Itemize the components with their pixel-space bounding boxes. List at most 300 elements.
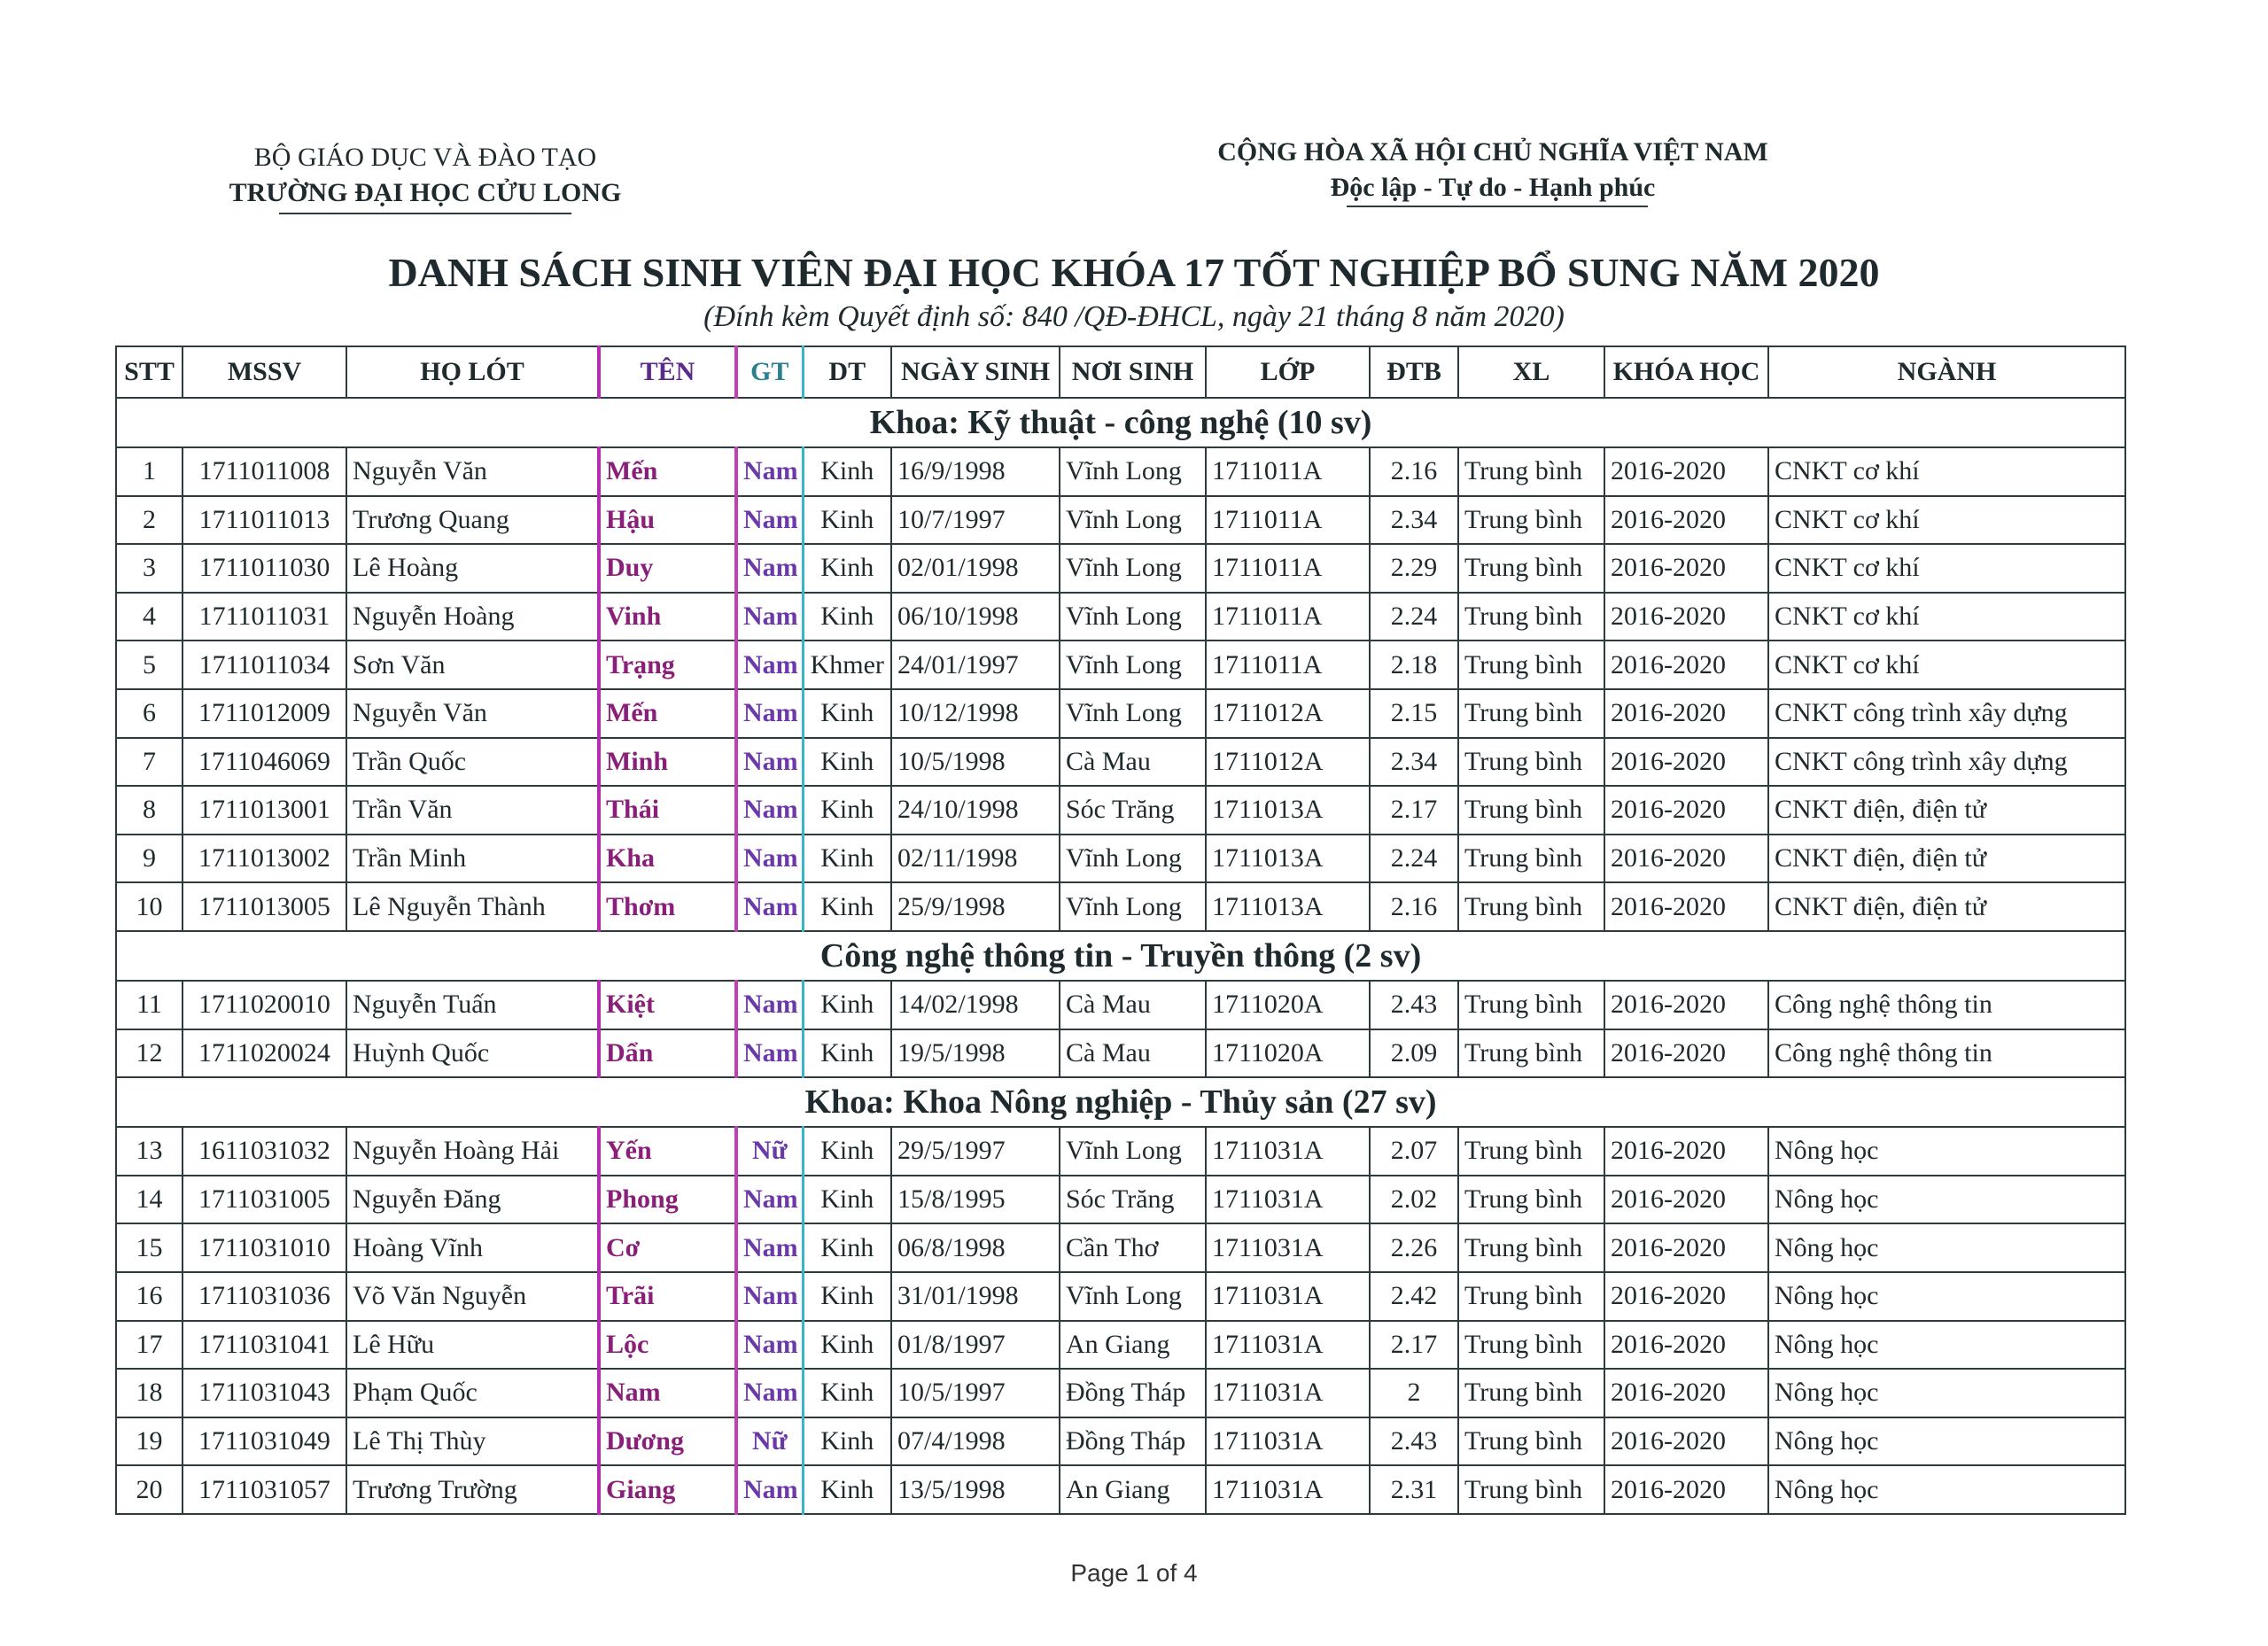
table-row <box>116 1176 2125 1224</box>
cell-lop: 1711031A <box>1206 1176 1370 1224</box>
cell-dtb: 2.18 <box>1370 641 1458 689</box>
cell-khoahoc: 2016-2020 <box>1604 641 1768 689</box>
cell-stt: 13 <box>116 1127 183 1176</box>
cell-gt: Nữ <box>736 1127 803 1176</box>
col-header-lop: LỚP <box>1206 346 1370 398</box>
cell-khoahoc: 2016-2020 <box>1604 1127 1768 1176</box>
cell-ngaysinh: 02/01/1998 <box>891 544 1060 593</box>
cell-dtb: 2.29 <box>1370 544 1458 593</box>
cell-holot: Trương Trường <box>346 1465 599 1514</box>
cell-dtb: 2.15 <box>1370 689 1458 738</box>
cell-ngaysinh: 29/5/1997 <box>891 1127 1060 1176</box>
cell-mssv: 1711011031 <box>183 593 346 641</box>
cell-khoahoc: 2016-2020 <box>1604 1321 1768 1370</box>
cell-khoahoc: 2016-2020 <box>1604 882 1768 931</box>
cell-dt: Kinh <box>803 1223 891 1272</box>
cell-nganh: Công nghệ thông tin <box>1768 981 2125 1029</box>
cell-lop: 1711012A <box>1206 738 1370 787</box>
table-row <box>116 1127 2125 1176</box>
cell-khoahoc: 2016-2020 <box>1604 1029 1768 1078</box>
cell-gt: Nam <box>736 835 803 883</box>
cell-dt: Kinh <box>803 1417 891 1466</box>
cell-xl: Trung bình <box>1458 1417 1604 1466</box>
cell-noisinh: Vĩnh Long <box>1060 1272 1206 1321</box>
cell-nganh: CNKT điện, điện tử <box>1768 786 2125 835</box>
cell-lop: 1711031A <box>1206 1417 1370 1466</box>
cell-noisinh: Cà Mau <box>1060 1029 1206 1078</box>
cell-lop: 1711013A <box>1206 882 1370 931</box>
table-row <box>116 1272 2125 1321</box>
section-title: Khoa: Kỹ thuật - công nghệ (10 sv) <box>116 398 2125 447</box>
table-row <box>116 593 2125 641</box>
cell-xl: Trung bình <box>1458 1321 1604 1370</box>
cell-dtb: 2.26 <box>1370 1223 1458 1272</box>
cell-nganh: CNKT điện, điện tử <box>1768 835 2125 883</box>
cell-gt: Nam <box>736 544 803 593</box>
cell-khoahoc: 2016-2020 <box>1604 1417 1768 1466</box>
cell-dtb: 2.16 <box>1370 882 1458 931</box>
cell-gt: Nam <box>736 1223 803 1272</box>
section-title: Công nghệ thông tin - Truyền thông (2 sv) <box>116 931 2125 981</box>
cell-xl: Trung bình <box>1458 1272 1604 1321</box>
col-header-dtb: ĐTB <box>1370 346 1458 398</box>
cell-stt: 2 <box>116 496 183 545</box>
cell-lop: 1711031A <box>1206 1369 1370 1417</box>
cell-dt: Kinh <box>803 1369 891 1417</box>
cell-nganh: CNKT cơ khí <box>1768 641 2125 689</box>
cell-noisinh: Cà Mau <box>1060 981 1206 1029</box>
cell-ngaysinh: 13/5/1998 <box>891 1465 1060 1514</box>
cell-noisinh: Vĩnh Long <box>1060 1127 1206 1176</box>
cell-ten: Phong <box>599 1176 736 1224</box>
cell-dt: Kinh <box>803 1127 891 1176</box>
cell-dtb: 2.34 <box>1370 738 1458 787</box>
cell-dt: Kinh <box>803 447 891 496</box>
cell-holot: Lê Hoàng <box>346 544 599 593</box>
table-row <box>116 835 2125 883</box>
cell-stt: 10 <box>116 882 183 931</box>
cell-dt: Kinh <box>803 1465 891 1514</box>
cell-gt: Nữ <box>736 1417 803 1466</box>
cell-lop: 1711031A <box>1206 1321 1370 1370</box>
col-header-xl: XL <box>1458 346 1604 398</box>
cell-nganh: Nông học <box>1768 1369 2125 1417</box>
cell-gt: Nam <box>736 981 803 1029</box>
cell-noisinh: Vĩnh Long <box>1060 641 1206 689</box>
cell-xl: Trung bình <box>1458 786 1604 835</box>
table-row <box>116 738 2125 787</box>
cell-lop: 1711031A <box>1206 1272 1370 1321</box>
cell-holot: Nguyễn Tuấn <box>346 981 599 1029</box>
col-header-stt: STT <box>116 346 183 398</box>
cell-khoahoc: 2016-2020 <box>1604 1272 1768 1321</box>
table-row <box>116 1417 2125 1466</box>
cell-ngaysinh: 24/10/1998 <box>891 786 1060 835</box>
cell-noisinh: Đồng Tháp <box>1060 1417 1206 1466</box>
cell-dt: Khmer <box>803 641 891 689</box>
cell-ten: Trãi <box>599 1272 736 1321</box>
cell-dtb: 2.02 <box>1370 1176 1458 1224</box>
cell-mssv: 1711011034 <box>183 641 346 689</box>
cell-ten: Giang <box>599 1465 736 1514</box>
cell-khoahoc: 2016-2020 <box>1604 447 1768 496</box>
cell-noisinh: Cần Thơ <box>1060 1223 1206 1272</box>
cell-dtb: 2.43 <box>1370 1417 1458 1466</box>
cell-gt: Nam <box>736 1029 803 1078</box>
cell-dt: Kinh <box>803 835 891 883</box>
cell-xl: Trung bình <box>1458 641 1604 689</box>
cell-dtb: 2.09 <box>1370 1029 1458 1078</box>
cell-dtb: 2.24 <box>1370 835 1458 883</box>
cell-nganh: CNKT cơ khí <box>1768 496 2125 545</box>
cell-holot: Lê Nguyễn Thành <box>346 882 599 931</box>
cell-gt: Nam <box>736 496 803 545</box>
cell-khoahoc: 2016-2020 <box>1604 593 1768 641</box>
document-title: DANH SÁCH SINH VIÊN ĐẠI HỌC KHÓA 17 TỐT NGHIỆP BỔ SUNG NĂM 2020 <box>388 250 1880 295</box>
col-header-holot: HỌ LÓT <box>346 346 599 398</box>
cell-noisinh: Sóc Trăng <box>1060 1176 1206 1224</box>
cell-xl: Trung bình <box>1458 447 1604 496</box>
cell-gt: Nam <box>736 1465 803 1514</box>
cell-holot: Trần Quốc <box>346 738 599 787</box>
cell-khoahoc: 2016-2020 <box>1604 1176 1768 1224</box>
cell-stt: 20 <box>116 1465 183 1514</box>
cell-stt: 15 <box>116 1223 183 1272</box>
cell-stt: 17 <box>116 1321 183 1370</box>
cell-mssv: 1711011008 <box>183 447 346 496</box>
cell-holot: Nguyễn Đăng <box>346 1176 599 1224</box>
cell-mssv: 1711011030 <box>183 544 346 593</box>
cell-xl: Trung bình <box>1458 1176 1604 1224</box>
cell-holot: Trương Quang <box>346 496 599 545</box>
cell-holot: Huỳnh Quốc <box>346 1029 599 1078</box>
cell-mssv: 1711031057 <box>183 1465 346 1514</box>
cell-ngaysinh: 01/8/1997 <box>891 1321 1060 1370</box>
cell-noisinh: Vĩnh Long <box>1060 593 1206 641</box>
cell-gt: Nam <box>736 1369 803 1417</box>
cell-lop: 1711011A <box>1206 447 1370 496</box>
graduate-table <box>115 346 2126 1515</box>
cell-lop: 1711013A <box>1206 835 1370 883</box>
cell-xl: Trung bình <box>1458 1029 1604 1078</box>
cell-lop: 1711031A <box>1206 1465 1370 1514</box>
cell-noisinh: Vĩnh Long <box>1060 496 1206 545</box>
cell-gt: Nam <box>736 1321 803 1370</box>
cell-dtb: 2.43 <box>1370 981 1458 1029</box>
cell-dt: Kinh <box>803 1272 891 1321</box>
cell-khoahoc: 2016-2020 <box>1604 689 1768 738</box>
cell-dt: Kinh <box>803 544 891 593</box>
cell-ngaysinh: 24/01/1997 <box>891 641 1060 689</box>
cell-dt: Kinh <box>803 1321 891 1370</box>
col-header-nganh: NGÀNH <box>1768 346 2125 398</box>
cell-ten: Yến <box>599 1127 736 1176</box>
cell-ngaysinh: 06/8/1998 <box>891 1223 1060 1272</box>
cell-holot: Phạm Quốc <box>346 1369 599 1417</box>
cell-gt: Nam <box>736 786 803 835</box>
cell-nganh: CNKT công trình xây dựng <box>1768 738 2125 787</box>
cell-nganh: Nông học <box>1768 1321 2125 1370</box>
cell-nganh: Nông học <box>1768 1176 2125 1224</box>
cell-stt: 4 <box>116 593 183 641</box>
republic-header <box>1200 135 1785 206</box>
section-title: Khoa: Khoa Nông nghiệp - Thủy sản (27 sv) <box>116 1077 2125 1127</box>
cell-dt: Kinh <box>803 738 891 787</box>
cell-ngaysinh: 19/5/1998 <box>891 1029 1060 1078</box>
cell-xl: Trung bình <box>1458 1465 1604 1514</box>
cell-gt: Nam <box>736 1272 803 1321</box>
cell-xl: Trung bình <box>1458 835 1604 883</box>
cell-gt: Nam <box>736 1176 803 1224</box>
cell-noisinh: Đồng Tháp <box>1060 1369 1206 1417</box>
table-row <box>116 1369 2125 1417</box>
cell-lop: 1711011A <box>1206 496 1370 545</box>
cell-dt: Kinh <box>803 1029 891 1078</box>
cell-ten: Thơm <box>599 882 736 931</box>
cell-khoahoc: 2016-2020 <box>1604 1223 1768 1272</box>
cell-ten: Kha <box>599 835 736 883</box>
cell-ten: Vinh <box>599 593 736 641</box>
cell-lop: 1711012A <box>1206 689 1370 738</box>
cell-ten: Cơ <box>599 1223 736 1272</box>
cell-ten: Dương <box>599 1417 736 1466</box>
cell-holot: Nguyễn Hoàng <box>346 593 599 641</box>
cell-mssv: 1711046069 <box>183 738 346 787</box>
cell-stt: 12 <box>116 1029 183 1078</box>
header-right-underline <box>1347 206 1648 207</box>
cell-mssv: 1711013005 <box>183 882 346 931</box>
university-name: TRƯỜNG ĐẠI HỌC CỬU LONG <box>229 178 622 207</box>
cell-holot: Lê Thị Thùy <box>346 1417 599 1466</box>
cell-nganh: Công nghệ thông tin <box>1768 1029 2125 1078</box>
cell-ten: Thái <box>599 786 736 835</box>
cell-ngaysinh: 06/10/1998 <box>891 593 1060 641</box>
cell-stt: 5 <box>116 641 183 689</box>
cell-ten: Duy <box>599 544 736 593</box>
table-row <box>116 447 2125 496</box>
cell-holot: Lê Hữu <box>346 1321 599 1370</box>
cell-lop: 1711011A <box>1206 641 1370 689</box>
table-row <box>116 1465 2125 1514</box>
cell-stt: 19 <box>116 1417 183 1466</box>
table-row <box>116 1321 2125 1370</box>
header-left-underline <box>279 213 571 214</box>
table-row <box>116 641 2125 689</box>
cell-holot: Hoàng Vĩnh <box>346 1223 599 1272</box>
cell-nganh: Nông học <box>1768 1465 2125 1514</box>
cell-nganh: CNKT cơ khí <box>1768 447 2125 496</box>
cell-ngaysinh: 10/5/1997 <box>891 1369 1060 1417</box>
cell-ngaysinh: 16/9/1998 <box>891 447 1060 496</box>
cell-mssv: 1711031049 <box>183 1417 346 1466</box>
cell-stt: 11 <box>116 981 183 1029</box>
cell-xl: Trung bình <box>1458 496 1604 545</box>
cell-noisinh: Vĩnh Long <box>1060 447 1206 496</box>
cell-gt: Nam <box>736 593 803 641</box>
col-header-ngaysinh: NGÀY SINH <box>891 346 1060 398</box>
col-header-noisinh: NƠI SINH <box>1060 346 1206 398</box>
col-header-ten: TÊN <box>599 346 736 398</box>
table-row <box>116 786 2125 835</box>
cell-dtb: 2.16 <box>1370 447 1458 496</box>
cell-lop: 1711011A <box>1206 593 1370 641</box>
cell-mssv: 1711031010 <box>183 1223 346 1272</box>
cell-noisinh: Vĩnh Long <box>1060 689 1206 738</box>
cell-khoahoc: 2016-2020 <box>1604 981 1768 1029</box>
cell-nganh: CNKT cơ khí <box>1768 593 2125 641</box>
cell-dt: Kinh <box>803 496 891 545</box>
cell-ten: Kiệt <box>599 981 736 1029</box>
cell-xl: Trung bình <box>1458 544 1604 593</box>
cell-gt: Nam <box>736 738 803 787</box>
table-row <box>116 496 2125 545</box>
cell-khoahoc: 2016-2020 <box>1604 1369 1768 1417</box>
cell-stt: 6 <box>116 689 183 738</box>
ministry-header <box>199 140 651 211</box>
cell-ngaysinh: 10/5/1998 <box>891 738 1060 787</box>
cell-khoahoc: 2016-2020 <box>1604 786 1768 835</box>
table-row <box>116 882 2125 931</box>
cell-lop: 1711013A <box>1206 786 1370 835</box>
cell-nganh: CNKT công trình xây dựng <box>1768 689 2125 738</box>
cell-nganh: CNKT cơ khí <box>1768 544 2125 593</box>
cell-dt: Kinh <box>803 786 891 835</box>
cell-xl: Trung bình <box>1458 689 1604 738</box>
republic-name: CỘNG HÒA XÃ HỘI CHỦ NGHĨA VIỆT NAM <box>1217 137 1768 167</box>
cell-ten: Minh <box>599 738 736 787</box>
cell-ngaysinh: 25/9/1998 <box>891 882 1060 931</box>
cell-dtb: 2.17 <box>1370 786 1458 835</box>
cell-gt: Nam <box>736 447 803 496</box>
cell-dt: Kinh <box>803 1176 891 1224</box>
cell-xl: Trung bình <box>1458 1223 1604 1272</box>
cell-dtb: 2 <box>1370 1369 1458 1417</box>
table-body <box>116 398 2125 1514</box>
table-row <box>116 981 2125 1029</box>
cell-lop: 1711031A <box>1206 1127 1370 1176</box>
cell-khoahoc: 2016-2020 <box>1604 544 1768 593</box>
cell-dtb: 2.42 <box>1370 1272 1458 1321</box>
table-row <box>116 689 2125 738</box>
cell-ngaysinh: 10/12/1998 <box>891 689 1060 738</box>
cell-ngaysinh: 15/8/1995 <box>891 1176 1060 1224</box>
col-header-khoahoc: KHÓA HỌC <box>1604 346 1768 398</box>
cell-xl: Trung bình <box>1458 738 1604 787</box>
cell-holot: Trần Văn <box>346 786 599 835</box>
cell-xl: Trung bình <box>1458 593 1604 641</box>
table-row <box>116 544 2125 593</box>
cell-holot: Nguyễn Hoàng Hải <box>346 1127 599 1176</box>
section-header-row <box>116 931 2125 981</box>
cell-dt: Kinh <box>803 981 891 1029</box>
cell-ten: Hậu <box>599 496 736 545</box>
cell-stt: 14 <box>116 1176 183 1224</box>
cell-ngaysinh: 31/01/1998 <box>891 1272 1060 1321</box>
cell-ngaysinh: 07/4/1998 <box>891 1417 1060 1466</box>
cell-ngaysinh: 02/11/1998 <box>891 835 1060 883</box>
cell-mssv: 1711031043 <box>183 1369 346 1417</box>
cell-dtb: 2.17 <box>1370 1321 1458 1370</box>
cell-stt: 1 <box>116 447 183 496</box>
cell-khoahoc: 2016-2020 <box>1604 496 1768 545</box>
cell-ten: Lộc <box>599 1321 736 1370</box>
cell-xl: Trung bình <box>1458 1127 1604 1176</box>
table-header-row <box>116 346 2125 398</box>
cell-stt: 18 <box>116 1369 183 1417</box>
cell-ten: Mến <box>599 447 736 496</box>
cell-noisinh: Vĩnh Long <box>1060 544 1206 593</box>
cell-noisinh: An Giang <box>1060 1321 1206 1370</box>
cell-ten: Nam <box>599 1369 736 1417</box>
cell-xl: Trung bình <box>1458 1369 1604 1417</box>
cell-stt: 16 <box>116 1272 183 1321</box>
cell-holot: Sơn Văn <box>346 641 599 689</box>
cell-mssv: 1711020010 <box>183 981 346 1029</box>
col-header-gt: GT <box>736 346 803 398</box>
cell-dt: Kinh <box>803 689 891 738</box>
cell-ten: Dẩn <box>599 1029 736 1078</box>
cell-dtb: 2.34 <box>1370 496 1458 545</box>
cell-noisinh: Cà Mau <box>1060 738 1206 787</box>
cell-ten: Mến <box>599 689 736 738</box>
cell-mssv: 1711013002 <box>183 835 346 883</box>
cell-mssv: 1711011013 <box>183 496 346 545</box>
cell-lop: 1711011A <box>1206 544 1370 593</box>
cell-nganh: CNKT điện, điện tử <box>1768 882 2125 931</box>
cell-gt: Nam <box>736 882 803 931</box>
cell-dtb: 2.31 <box>1370 1465 1458 1514</box>
cell-gt: Nam <box>736 641 803 689</box>
cell-gt: Nam <box>736 689 803 738</box>
cell-noisinh: An Giang <box>1060 1465 1206 1514</box>
cell-xl: Trung bình <box>1458 981 1604 1029</box>
document-subtitle: (Đính kèm Quyết định số: 840 /QĐ-ĐHCL, ngày 21 tháng 8 năm 2020) <box>703 300 1565 333</box>
section-header-row <box>116 398 2125 447</box>
cell-khoahoc: 2016-2020 <box>1604 738 1768 787</box>
cell-xl: Trung bình <box>1458 882 1604 931</box>
cell-nganh: Nông học <box>1768 1417 2125 1466</box>
cell-lop: 1711020A <box>1206 981 1370 1029</box>
cell-nganh: Nông học <box>1768 1272 2125 1321</box>
cell-holot: Trần Minh <box>346 835 599 883</box>
cell-ngaysinh: 14/02/1998 <box>891 981 1060 1029</box>
cell-mssv: 1711031041 <box>183 1321 346 1370</box>
cell-noisinh: Vĩnh Long <box>1060 835 1206 883</box>
section-header-row <box>116 1077 2125 1127</box>
cell-stt: 9 <box>116 835 183 883</box>
cell-stt: 8 <box>116 786 183 835</box>
ministry-name: BỘ GIÁO DỤC VÀ ĐÀO TẠO <box>253 143 597 172</box>
cell-holot: Võ Văn Nguyễn <box>346 1272 599 1321</box>
col-header-mssv: MSSV <box>183 346 346 398</box>
cell-stt: 3 <box>116 544 183 593</box>
cell-ten: Trạng <box>599 641 736 689</box>
cell-holot: Nguyễn Văn <box>346 689 599 738</box>
cell-nganh: Nông học <box>1768 1223 2125 1272</box>
cell-mssv: 1711012009 <box>183 689 346 738</box>
cell-mssv: 1611031032 <box>183 1127 346 1176</box>
cell-lop: 1711031A <box>1206 1223 1370 1272</box>
cell-nganh: Nông học <box>1768 1127 2125 1176</box>
cell-mssv: 1711031005 <box>183 1176 346 1224</box>
cell-dtb: 2.24 <box>1370 593 1458 641</box>
cell-mssv: 1711031036 <box>183 1272 346 1321</box>
cell-noisinh: Vĩnh Long <box>1060 882 1206 931</box>
cell-lop: 1711020A <box>1206 1029 1370 1078</box>
cell-mssv: 1711020024 <box>183 1029 346 1078</box>
table-row <box>116 1223 2125 1272</box>
col-header-dt: DT <box>803 346 891 398</box>
